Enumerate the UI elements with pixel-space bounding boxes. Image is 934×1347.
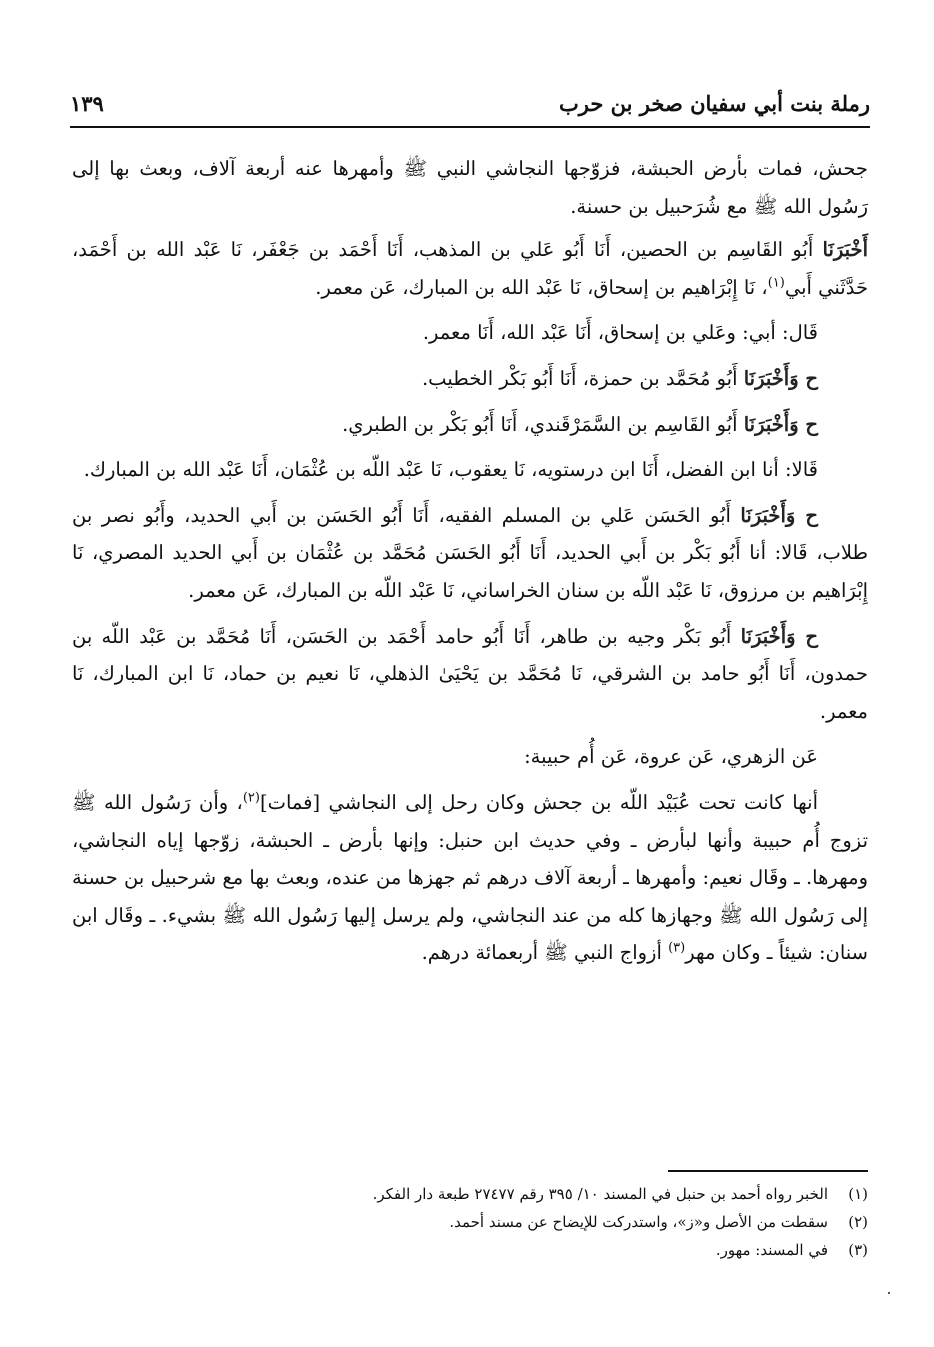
running-head: رملة بنت أبي سفيان صخر بن حرب <box>559 91 870 116</box>
paragraph <box>72 360 868 398</box>
text-run: أَبُو الحَسَن عَلي بن المسلم الفقيه، أَنَا أَبُو الحَسَن بن أَبي الحديد، وأَبُو نصر بن طلاب، قَالا: أنا أَبُو بَكْر بن أَبي الحديد، أَنَا أَبُو الحَسَن مُحَمَّد بن عُثْمَان بن أَبي الحديد المصري، نَا إِبْرَاهيم بن مرزوق، نَا عَبْد اللّه بن سنان الخراساني، نَا عَبْد اللّه بن المبارك، عَن معمر. <box>72 503 868 602</box>
paragraph <box>72 497 868 610</box>
header-rule <box>70 126 870 128</box>
page-number: ١٣٩ <box>70 91 104 116</box>
paragraph <box>72 784 868 972</box>
text-run: أنها كانت تحت عُبَيْد اللّه بن جحش وكان رحل إلى النجاشي [فمات] <box>259 790 818 814</box>
text-run: أَبُو مُحَمَّد بن حمزة، أَنَا أَبُو بَكْر الخطيب. <box>421 366 744 390</box>
text-run: قَالا: أنا ابن الفضل، أَنَا ابن درستويه، نَا يعقوب، نَا عَبْد اللّه بن عُثْمَان، أَنَا عَبْد الله بن المبارك. <box>83 458 818 482</box>
paragraph <box>72 738 868 776</box>
paragraph <box>72 150 868 225</box>
paragraph <box>72 231 868 306</box>
text-run: ، نَا إِبْرَاهيم بن إسحاق، نَا عَبْد الله بن المبارك، عَن معمر. <box>315 275 768 299</box>
footnote-reference: (٢) <box>242 790 260 806</box>
footnote <box>160 1180 868 1208</box>
text-run: أَبُو القَاسِم بن الحصين، أَنَا أَبُو عَلي بن المذهب، أَنَا أَحْمَد بن جَعْفَر، نَا عَبْد الله بن أَحْمَد، حَدَّثَني أَبي <box>72 238 868 299</box>
footnote-reference: (١) <box>767 275 785 291</box>
footnote <box>160 1236 868 1264</box>
footnote-text: الخبر رواه أحمد بن حنبل في المسند ١٠/ ٣٩٥ رقم ٢٧٤٧٧ طبعة دار الفكر. <box>372 1185 828 1203</box>
text-run: أَبُو القَاسِم بن السَّمَرْقَندي، أَنَا أَبُو بَكْر بن الطبري. <box>342 412 744 436</box>
isnad-keyword: ح وَأَخْبَرَنَا <box>740 503 818 527</box>
paragraph <box>72 451 868 489</box>
text-run: عَن الزهري، عَن عروة، عَن أُم حبيبة: <box>524 745 818 769</box>
footnote-number: (٢) <box>848 1213 868 1231</box>
text-run: جحش، فمات بأرض الحبشة، فزوّجها النجاشي النبي ﷺ وأمهرها عنه أربعة آلاف، وبعث بها إلى رَسُول الله ﷺ مع شُرَحبيل بن حسنة. <box>72 157 868 218</box>
footnotes <box>160 1180 868 1264</box>
isnad-keyword: ح وَأَخْبَرَنَا <box>743 412 818 436</box>
text-run: ، وأن رَسُول الله ﷺ تزوج أُم حبيبة وأنها لبأرض ـ وفي حديث ابن حنبل: وإنها بأرض ـ الحبشة، زوّجها إياه النجاشي، ومهرها. ـ وقَال نعيم: وأمهرها ـ أربعة آلاف درهم ثم جهزها من عنده، وبعث بها مع شرحبيل بن حسنة إلى رَسُول الله ﷺ وجهازها كله من عند النجاشي، ولم يرسل إليها رَسُول الله ﷺ بشيء. ـ وقَال ابن سنان: شيئاً ـ وكان مهر <box>72 790 868 965</box>
text-run: أَبُو بَكْر وجيه بن طاهر، أَنَا أَبُو حامد أَحْمَد بن الحَسَن، أَنَا مُحَمَّد بن عَبْد اللّه بن حمدون، أَنَا أَبُو حامد بن الشرقي، نَا مُحَمَّد بن يَحْيَىٰ الذهلي، نَا نعيم بن حماد، نَا ابن المبارك، نَا معمر. <box>72 624 868 723</box>
text-run: أزواج النبي ﷺ أربعمائة درهم. <box>421 941 669 965</box>
isnad-keyword: أَخْبَرَنَا <box>822 238 868 262</box>
footnote-text: في المسند: مهور. <box>715 1241 828 1259</box>
paragraph <box>72 618 868 731</box>
page-header <box>70 88 870 122</box>
footnote-reference: (٣) <box>668 940 686 956</box>
footnote-number: (١) <box>848 1185 868 1203</box>
paragraph <box>72 406 868 444</box>
paragraph <box>72 314 868 352</box>
scan-speck <box>888 1292 890 1294</box>
text-run: قَال: أبي: وعَلي بن إسحاق، أَنَا عَبْد الله، أَنَا معمر. <box>422 321 818 345</box>
main-text <box>72 150 868 980</box>
footnote-rule <box>668 1170 868 1172</box>
isnad-keyword: ح وَأَخْبَرَنَا <box>743 366 818 390</box>
footnote <box>160 1208 868 1236</box>
isnad-keyword: ح وَأَخْبَرَنَا <box>740 624 819 648</box>
footnote-number: (٣) <box>848 1241 868 1259</box>
footnote-text: سقطت من الأصل و«ز»، واستدركت للإيضاح عن مسند أحمد. <box>449 1213 828 1231</box>
